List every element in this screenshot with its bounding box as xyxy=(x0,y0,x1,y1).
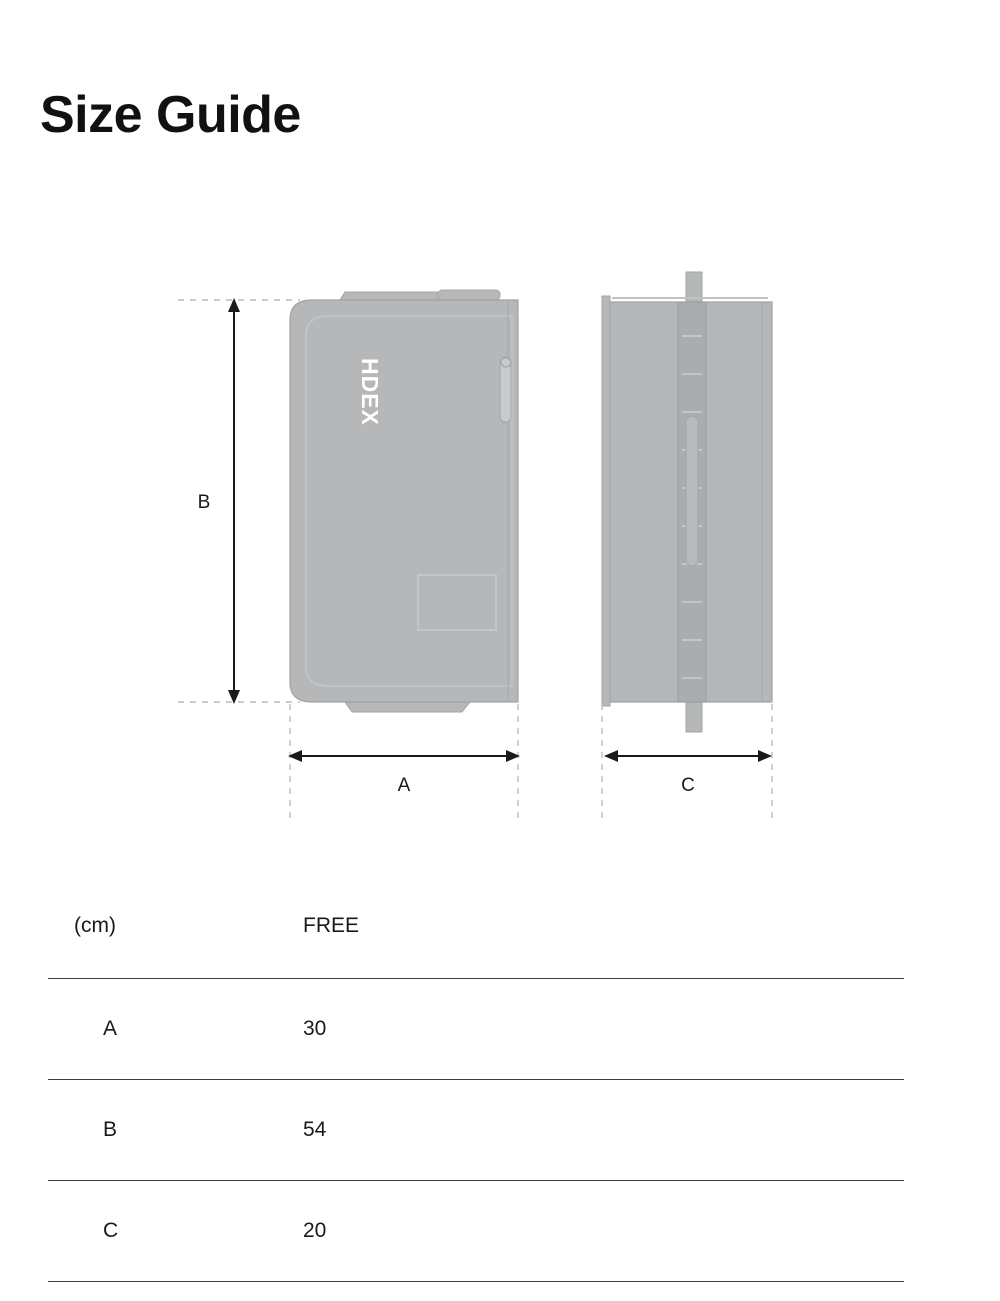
column-header-unit: (cm) xyxy=(74,914,116,937)
row-value-a: 30 xyxy=(303,1017,327,1040)
label-b: B xyxy=(197,492,211,513)
dimension-a xyxy=(288,704,520,818)
column-header-size: FREE xyxy=(303,914,360,937)
row-key-a: A xyxy=(103,1017,118,1040)
size-diagram xyxy=(0,240,1000,840)
table-header-row xyxy=(48,880,904,979)
row-key-c: C xyxy=(103,1219,119,1242)
row-value-c: 20 xyxy=(303,1219,327,1242)
table-row xyxy=(48,1080,904,1181)
front-view-illustration xyxy=(290,290,518,712)
row-value-b: 54 xyxy=(303,1118,327,1141)
label-a: A xyxy=(397,775,411,796)
label-c: C xyxy=(681,775,695,796)
size-table xyxy=(48,880,904,1282)
dimension-b xyxy=(178,298,300,704)
side-view-illustration xyxy=(602,272,772,732)
table-row xyxy=(48,979,904,1080)
svg-text:HDEX: HDEX xyxy=(357,358,383,426)
table-row xyxy=(48,1181,904,1282)
page-title: Size Guide xyxy=(40,85,301,144)
row-key-b: B xyxy=(103,1118,118,1141)
